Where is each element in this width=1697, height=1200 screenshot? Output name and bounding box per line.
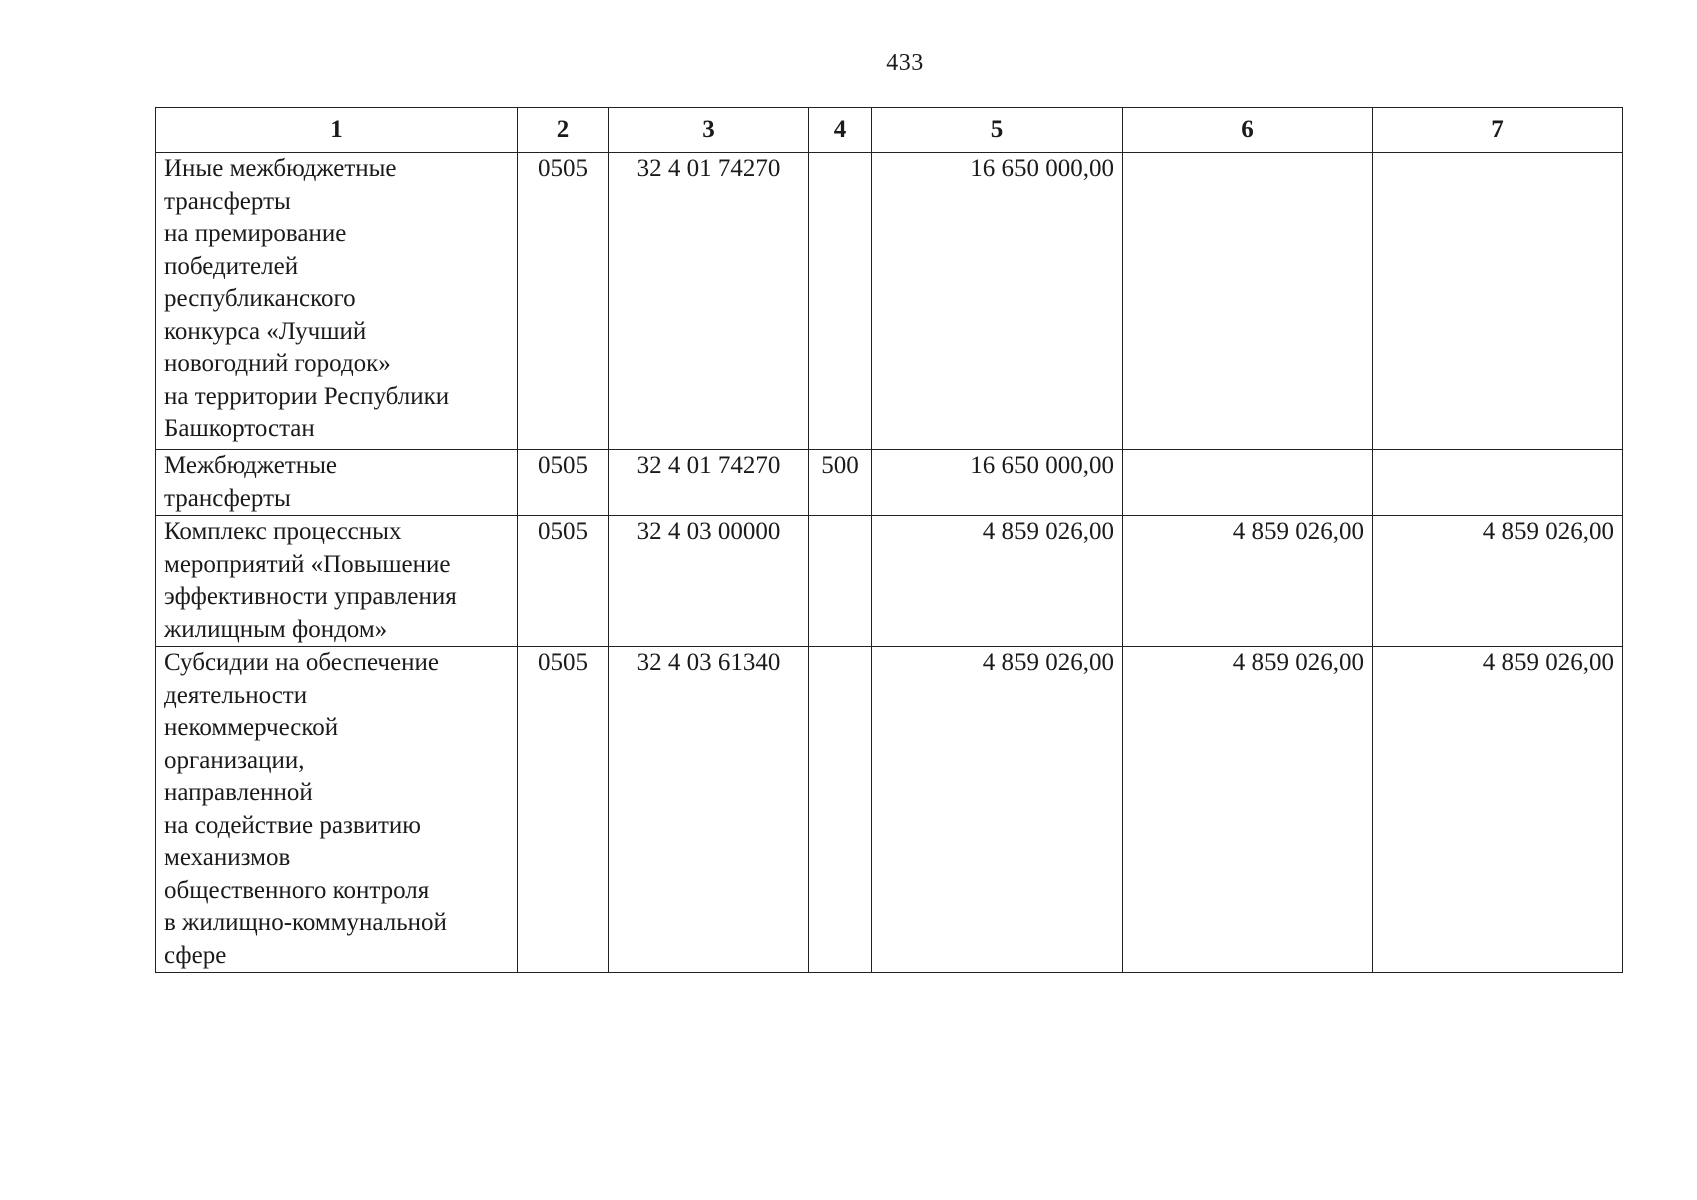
row-amount-year-3: 4 859 026,00: [1373, 516, 1623, 647]
row-expense-type: [809, 516, 872, 647]
row-amount-year-1: 16 650 000,00: [872, 450, 1123, 516]
row-section-code: 0505: [518, 450, 609, 516]
header-col-2: 2: [518, 108, 609, 153]
table-row: [156, 450, 1623, 516]
row-expense-type: 500: [809, 450, 872, 516]
page-number: 433: [886, 50, 924, 76]
row-amount-year-1: 4 859 026,00: [872, 516, 1123, 647]
row-target-article: 32 4 01 74270: [609, 450, 809, 516]
budget-table: [155, 107, 1623, 973]
row-amount-year-2: [1123, 153, 1373, 450]
row-name: Субсидии на обеспечение деятельности некоммерческой организации, направленной на содействие развитию механизмов общественного контроля в жилищно-коммунальной сфере: [156, 647, 518, 973]
row-name: Межбюджетные трансферты: [156, 450, 518, 516]
row-expense-type: [809, 647, 872, 973]
table-row: [156, 516, 1623, 647]
header-col-6: 6: [1123, 108, 1373, 153]
row-target-article: 32 4 03 61340: [609, 647, 809, 973]
row-target-article: 32 4 03 00000: [609, 516, 809, 647]
header-col-7: 7: [1373, 108, 1623, 153]
row-amount-year-2: [1123, 450, 1373, 516]
header-col-5: 5: [872, 108, 1123, 153]
row-amount-year-3: 4 859 026,00: [1373, 647, 1623, 973]
table-row: [156, 153, 1623, 450]
table-row: [156, 647, 1623, 973]
row-amount-year-3: [1373, 450, 1623, 516]
row-amount-year-1: 16 650 000,00: [872, 153, 1123, 450]
row-amount-year-2: 4 859 026,00: [1123, 647, 1373, 973]
row-section-code: 0505: [518, 516, 609, 647]
table-header-row: [156, 108, 1623, 153]
row-name: Иные межбюджетные трансферты на премирование победителей республиканского конкурса «Лучший новогодний городок» на территории Республики Башкортостан: [156, 153, 518, 450]
row-name: Комплекс процессных мероприятий «Повышение эффективности управления жилищным фондом»: [156, 516, 518, 647]
row-target-article: 32 4 01 74270: [609, 153, 809, 450]
row-expense-type: [809, 153, 872, 450]
header-col-1: 1: [156, 108, 518, 153]
row-section-code: 0505: [518, 647, 609, 973]
row-section-code: 0505: [518, 153, 609, 450]
header-col-4: 4: [809, 108, 872, 153]
row-amount-year-2: 4 859 026,00: [1123, 516, 1373, 647]
row-amount-year-3: [1373, 153, 1623, 450]
row-amount-year-1: 4 859 026,00: [872, 647, 1123, 973]
header-col-3: 3: [609, 108, 809, 153]
